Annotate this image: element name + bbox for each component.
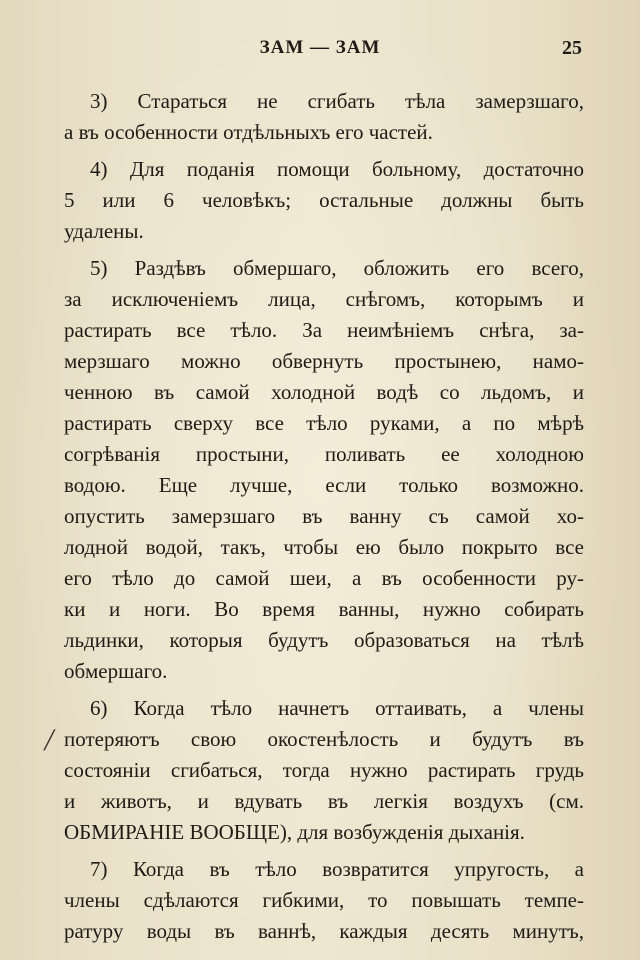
text-line: мерзшаго можно обвернуть простынею, намо- — [64, 349, 584, 373]
page-number: 25 — [562, 37, 582, 59]
text-line: потеряютъ свою окостенѣлость и будутъ въ — [64, 727, 584, 751]
text-line: 3) Стараться не сгибать тѣла замерзшаго, — [90, 89, 584, 113]
text-line: состояніи сгибаться, тогда нужно растирать грудь — [64, 758, 584, 782]
text-line: лодной водой, такъ, чтобы ею было покрыто все — [64, 535, 584, 559]
text-line: ченною въ самой холодной водѣ со льдомъ, и — [64, 380, 584, 404]
text-line: льдинки, которыя будутъ образоваться на тѣлѣ — [64, 628, 584, 652]
text-line: ОБМИРАНІЕ ВООБЩЕ), для возбужденія дыханія. — [64, 820, 525, 844]
text-line: 5 или 6 человѣкъ; остальные должны быть — [64, 188, 584, 212]
text-line: удалены. — [64, 219, 144, 243]
text-line: обмершаго. — [64, 659, 168, 683]
text-line: водою. Еще лучше, если только возможно. — [64, 473, 584, 497]
text-line: 4) Для поданія помощи больному, достаточно — [90, 157, 584, 181]
text-line: за исключеніемъ лица, снѣгомъ, которымъ и — [64, 287, 584, 311]
text-line: и животъ, и вдувать въ легкія воздухъ (см. — [64, 789, 584, 813]
paragraph — [64, 253, 584, 687]
text-line: 7) Когда въ тѣло возвратится упругость, а — [90, 857, 584, 881]
body-text — [64, 86, 584, 947]
paragraph — [64, 154, 584, 247]
paragraph — [64, 693, 584, 848]
text-line: ратуру воды въ ваннѣ, каждыя десять минутъ, — [64, 919, 584, 943]
paragraph — [64, 86, 584, 148]
text-line: растирать сверху все тѣло руками, а по мѣрѣ — [64, 411, 584, 435]
text-line: а въ особенности отдѣльныхъ его частей. — [64, 120, 433, 144]
margin-pencil-mark: ╱ — [44, 730, 55, 750]
text-line: опустить замерзшаго въ ванну съ самой хо- — [64, 504, 584, 528]
running-head — [0, 37, 640, 67]
text-line: ки и ноги. Во время ванны, нужно собирать — [64, 597, 584, 621]
text-line: 5) Раздѣвъ обмершаго, обложить его всего, — [90, 256, 584, 280]
text-line: члены сдѣлаются гибкими, то повышать темпе- — [64, 888, 584, 912]
running-head-title: ЗАМ — ЗАМ — [259, 37, 381, 58]
text-line: его тѣло до самой шеи, а въ особенности ру- — [64, 566, 584, 590]
text-line: согрѣванія простыни, поливать ее холодною — [64, 442, 584, 466]
paragraph — [64, 854, 584, 947]
text-line: растирать все тѣло. За неимѣніемъ снѣга, за- — [64, 318, 584, 342]
text-line: 6) Когда тѣло начнетъ оттаивать, а члены — [90, 696, 584, 720]
